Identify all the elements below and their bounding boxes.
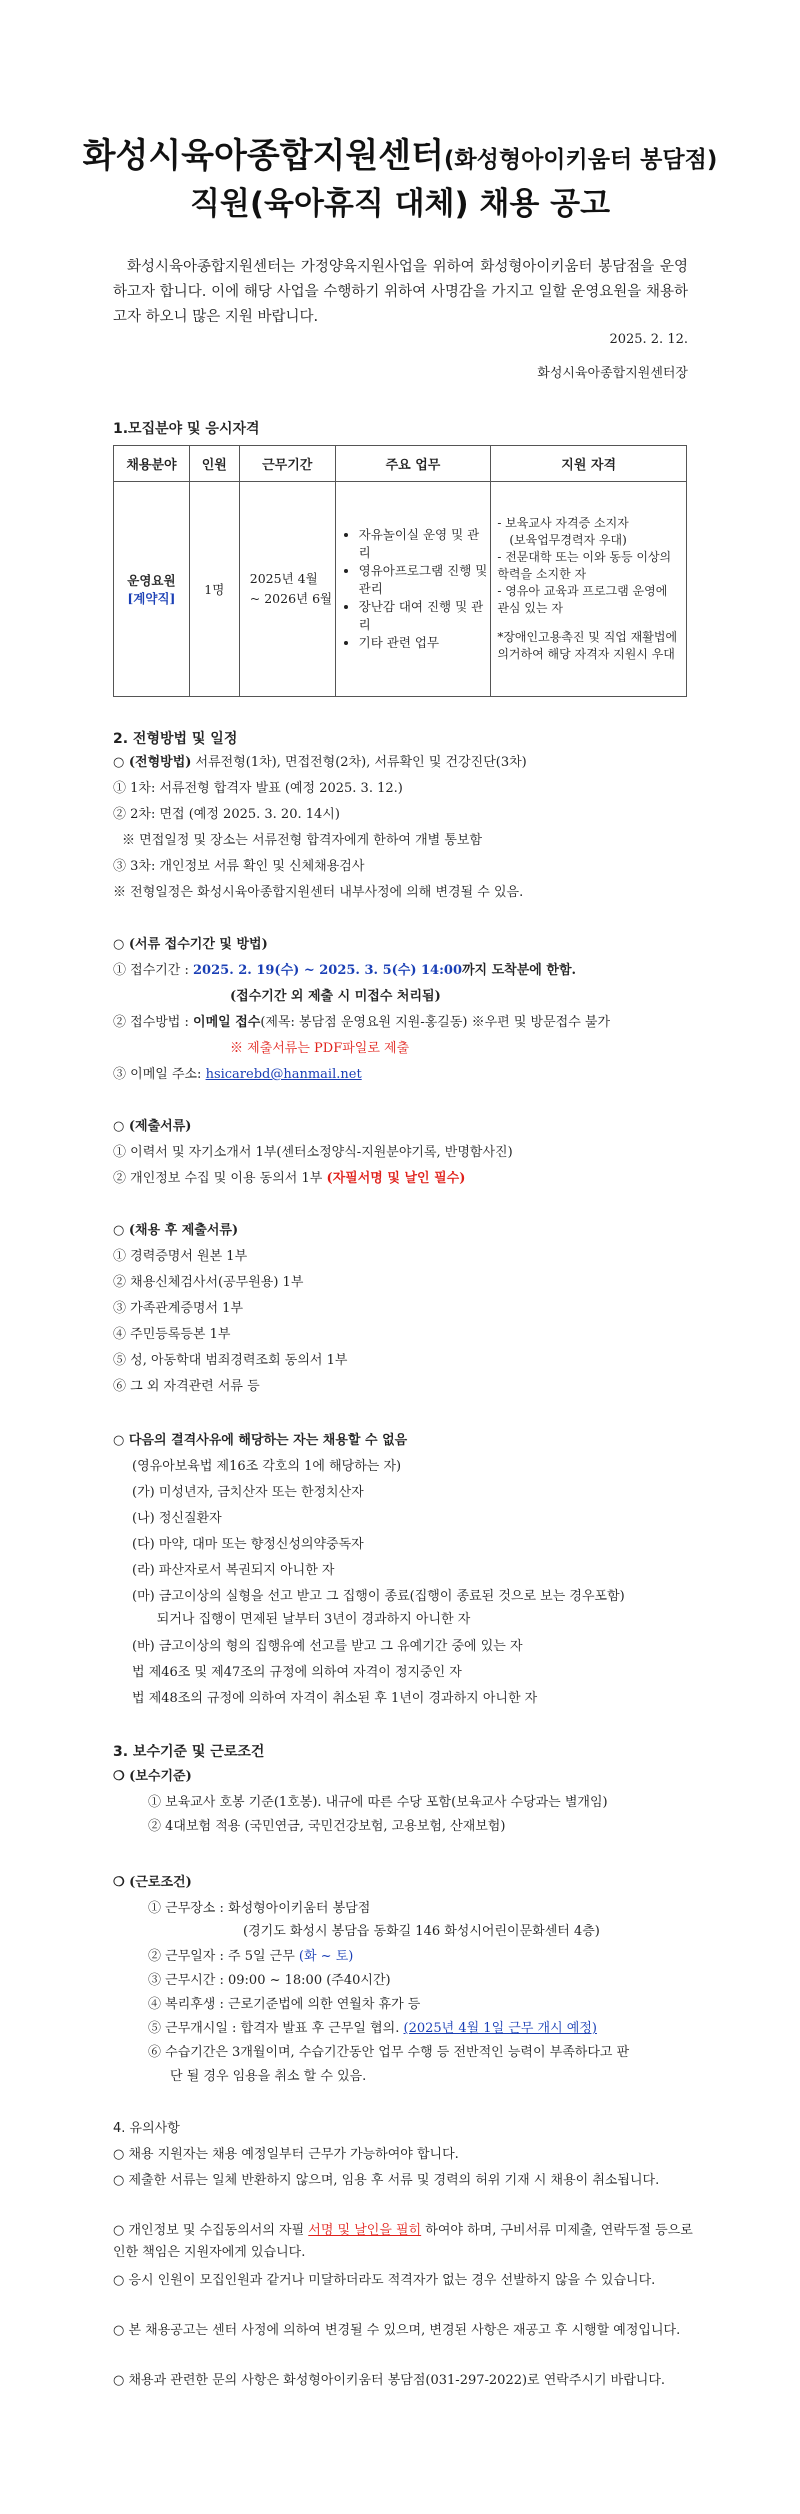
list-item: 단 될 경우 임용을 취소 할 수 있음. [170, 2069, 367, 2084]
apply-period-note: (접수기간 외 제출 시 미접수 처리됨) [230, 989, 441, 1004]
apply-method-note: ※ 제출서류는 PDF파일로 제출 [230, 1041, 410, 1056]
list-item: 법 제48조의 규정에 의하여 자격이 취소된 후 1년이 경과하지 아니한 자 [132, 1691, 538, 1706]
table-header: 인원 [189, 446, 239, 482]
list-item: ⑤ 근무개시일 : 합격자 발표 후 근무일 협의. (2025년 4월 1일 근무 개시 예정) [148, 2021, 597, 2036]
notice-item: ○ 개인정보 및 수집동의서의 자필 서명 및 날인을 필히 하여야 하며, 구비서류 미제출, 연락두절 등으로 인한 책임은 지원자에게 있습니다. [113, 2223, 693, 2260]
table-header: 채용분야 [114, 446, 190, 482]
list-item: ④ 주민등록등본 1부 [113, 1327, 231, 1342]
table-row [114, 482, 687, 697]
recruitment-table [113, 445, 687, 697]
after-heading: ○ (채용 후 제출서류) [113, 1223, 239, 1238]
list-item: (영유아보육법 제16조 각호의 1에 해당하는 자) [132, 1459, 402, 1474]
list-item: (보육업무경력자 우대) [509, 533, 627, 547]
notice-item: ○ 응시 인원이 모집인원과 같거나 미달하더라도 적격자가 없는 경우 선발하지 않을 수 있습니다. [113, 2273, 656, 2288]
list-item: ① 이력서 및 자기소개서 1부(센터소정양식-지원분야기록, 반명함사진) [113, 1145, 513, 1160]
issuer-name: 화성시육아종합지원센터장 [537, 366, 688, 381]
section-3-heading: 3. 보수기준 및 근로조건 [113, 1744, 265, 1760]
table-header: 근무기간 [239, 446, 335, 482]
intro-paragraph: 화성시육아종합지원센터는 가정양육지원사업을 위하여 화성형아이키움터 봉담점을 운영하고자 합니다. 이에 해당 사업을 수행하기 위하여 사명감을 가지고 일할 운영요원을 채용하고자 하오니 많은 지원 바랍니다. [113, 259, 688, 325]
page-title: 화성시육아종합지원센터(화성형아이키움터 봉담점) [82, 136, 718, 176]
duties-cell [335, 482, 491, 697]
pay-heading: ❍ (보수기준) [113, 1769, 192, 1784]
table-header: 지원 자격 [491, 446, 687, 482]
schedule-step: ② 2차: 면접 (예정 2025. 3. 20. 14시) [113, 807, 340, 822]
schedule-step: ③ 3차: 개인정보 서류 확인 및 신체채용검사 [113, 859, 365, 874]
list-item: 법 제46조 및 제47조의 규정에 의하여 자격이 정지중인 자 [132, 1665, 462, 1680]
list-item: • 장난감 대여 진행 및 관리 [359, 598, 490, 634]
schedule-note: ※ 면접일정 및 장소는 서류전형 합격자에게 한하여 개별 통보함 [122, 833, 483, 848]
page-subtitle: 직원(육아휴직 대체) 채용 공고 [189, 186, 611, 222]
qualification-cell [491, 482, 687, 697]
list-item: ③ 근무시간 : 09:00 ~ 18:00 (주40시간) [148, 1973, 391, 1988]
list-item: • 자유놀이실 운영 및 관리 [359, 526, 490, 562]
list-item: ② 개인정보 수집 및 이용 동의서 1부 (자필서명 및 날인 필수) [113, 1171, 466, 1186]
list-item: ① 경력증명서 원본 1부 [113, 1249, 248, 1264]
list-item: 되거나 집행이 면제된 날부터 3년이 경과하지 아니한 자 [132, 1612, 471, 1627]
email-link[interactable]: hsicarebd@hanmail.net [205, 1067, 362, 1082]
list-item: (가) 미성년자, 금치산자 또는 한정치산자 [132, 1485, 364, 1500]
section-4-heading: 4. 유의사항 [113, 2121, 180, 2136]
notice-item: ○ 채용과 관련한 문의 사항은 화성형아이키움터 봉담점(031-297-2022)로 연락주시기 바랍니다. [113, 2373, 666, 2388]
disqualification-heading: ○ 다음의 결격사유에 해당하는 자는 채용할 수 없음 [113, 1433, 408, 1448]
list-item: ④ 복리후생 : 근로기준법에 의한 연월차 휴가 등 [148, 1997, 421, 2012]
list-item: (라) 파산자로서 복권되지 아니한 자 [132, 1563, 335, 1578]
list-item: ① 근무장소 : 화성형아이키움터 봉담점 [148, 1901, 371, 1916]
work-heading: ❍ (근로조건) [113, 1875, 192, 1890]
apply-period: ① 접수기간 : 2025. 2. 19(수) ~ 2025. 3. 5(수) 14:00까지 도착분에 한함. [113, 963, 577, 978]
list-item: ⑥ 수습기간은 3개월이며, 수습기간동안 업무 수행 등 전반적인 능력이 부족하다고 판 [148, 2045, 630, 2060]
table-header-row [114, 446, 687, 482]
notice-item: ○ 제출한 서류는 일체 반환하지 않으며, 임용 후 서류 및 경력의 허위 기재 시 채용이 취소됩니다. [113, 2173, 660, 2188]
list-item: ③ 가족관계증명서 1부 [113, 1301, 243, 1316]
list-item: ② 채용신체검사서(공무원용) 1부 [113, 1275, 304, 1290]
list-item: - 영유아 교육과 프로그램 운영에 관심 있는 자 [497, 584, 668, 615]
notice-item: ○ 채용 지원자는 채용 예정일부터 근무가 가능하여야 합니다. [113, 2147, 459, 2162]
work-address: (경기도 화성시 봉담읍 동화길 146 화성시어린이문화센터 4층) [243, 1924, 600, 1939]
list-item: • 영유아프로그램 진행 및 관리 [359, 562, 490, 598]
list-item: - 보육교사 자격증 소지자 [497, 516, 629, 530]
apply-email: ③ 이메일 주소: hsicarebd@hanmail.net [113, 1067, 362, 1082]
list-item: ⑥ 그 외 자격관련 서류 등 [113, 1379, 260, 1394]
list-item: *장애인고용촉진 및 직업 재활법에 의거하여 해당 자격자 지원시 우대 [497, 630, 678, 661]
docs-heading: ○ (제출서류) [113, 1119, 192, 1134]
apply-method: ② 접수방법 : 이메일 접수(제목: 봉담점 운영요원 지원-홍길동) ※우편 및 방문접수 불가 [113, 1015, 611, 1030]
schedule-note: ※ 전형일정은 화성시육아종합지원센터 내부사정에 의해 변경될 수 있음. [113, 885, 524, 900]
list-item: • 기타 관련 업무 [359, 634, 490, 652]
list-item: (다) 마약, 대마 또는 향정신성의약중독자 [132, 1537, 364, 1552]
list-item: (바) 금고이상의 형의 집행유예 선고를 받고 그 유예기간 중에 있는 자 [132, 1639, 523, 1654]
list-item: (마) 금고이상의 실형을 선고 받고 그 집행이 종료(집행이 종료된 것으로 보는 경우포함) [132, 1589, 625, 1604]
list-item: ② 근무일자 : 주 5일 근무 (화 ~ 토) [148, 1949, 354, 1964]
field-cell: 운영요원 [계약직] [114, 482, 190, 697]
notice-item: ○ 본 채용공고는 센터 사정에 의하여 변경될 수 있으며, 변경된 사항은 재공고 후 시행할 예정입니다. [113, 2323, 681, 2338]
schedule-step: ① 1차: 서류전형 합격자 발표 (예정 2025. 3. 12.) [113, 781, 403, 796]
period-cell: 2025년 4월 ~ 2026년 6월 [239, 482, 335, 697]
list-item: (나) 정신질환자 [132, 1511, 222, 1526]
section-1-heading: 1.모집분야 및 응시자격 [113, 421, 260, 437]
list-item: - 전문대학 또는 이와 동등 이상의 학력을 소지한 자 [497, 550, 672, 581]
contract-type: [계약직] [127, 591, 176, 606]
method-line: ○ (전형방법) 서류전형(1차), 면접전형(2차), 서류확인 및 건강진단(3차) [113, 755, 527, 770]
table-header: 주요 업무 [335, 446, 491, 482]
notice-date: 2025. 2. 12. [609, 332, 688, 347]
list-item: ① 보육교사 호봉 기준(1호봉). 내규에 따른 수당 포함(보육교사 수당과는 별개임) [148, 1795, 608, 1810]
list-item: ② 4대보험 적용 (국민연금, 국민건강보험, 고용보험, 산재보험) [148, 1819, 506, 1834]
page-title-branch: (화성형아이키움터 봉담점) [443, 147, 718, 173]
section-2-heading: 2. 전형방법 및 일정 [113, 731, 238, 747]
apply-heading: ○ (서류 접수기간 및 방법) [113, 937, 268, 952]
headcount-cell: 1명 [189, 482, 239, 697]
list-item: ⑤ 성, 아동학대 범죄경력조회 동의서 1부 [113, 1353, 348, 1368]
